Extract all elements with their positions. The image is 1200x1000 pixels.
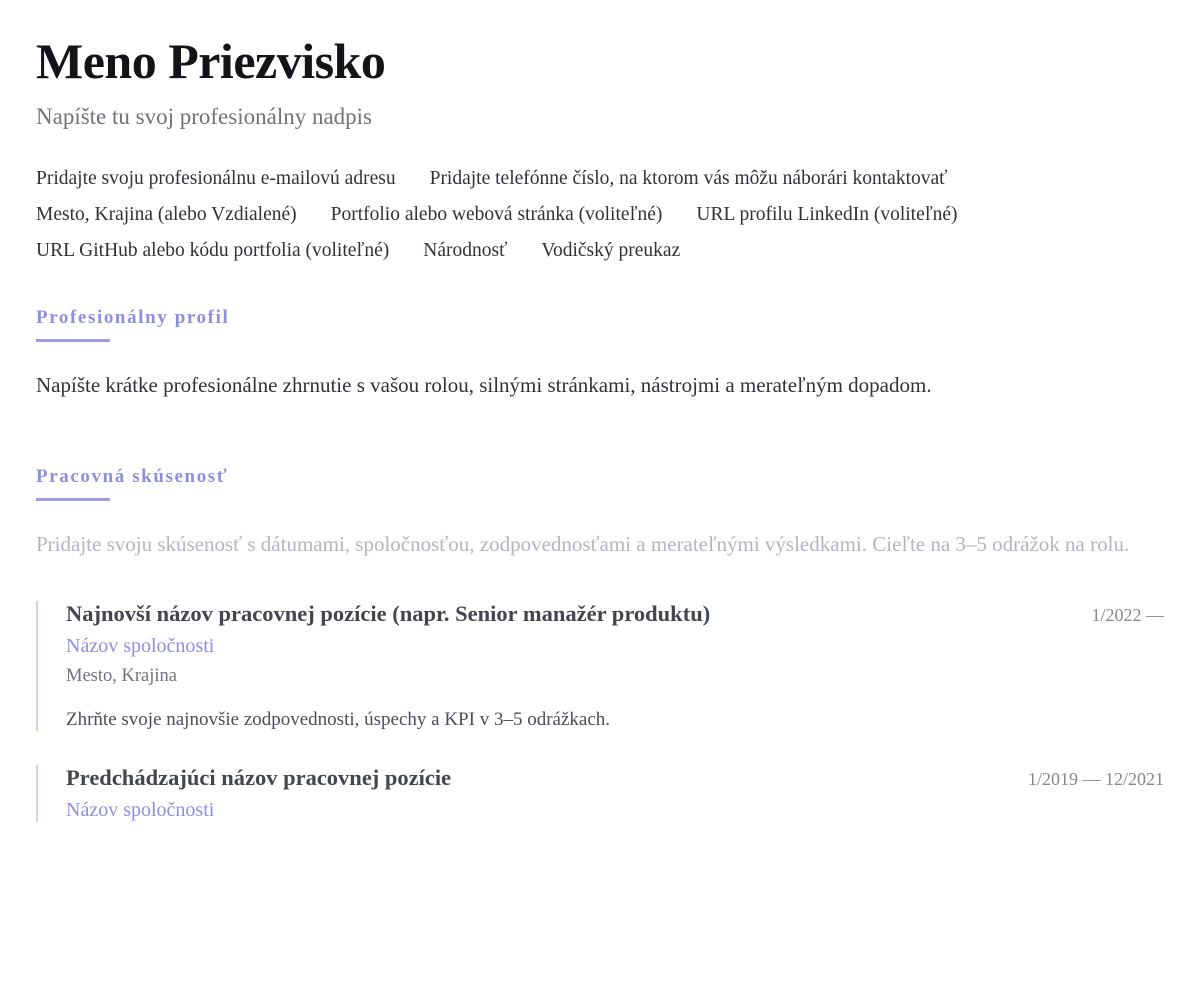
contact-github: URL GitHub alebo kódu portfolia (voliteľné) <box>36 240 390 262</box>
contact-nationality: Národnosť <box>423 240 508 262</box>
professional-headline: Napíšte tu svoj profesionálny nadpis <box>36 104 373 129</box>
contact-portfolio: Portfolio alebo webová stránka (voliteľné) <box>330 203 663 225</box>
contact-block <box>36 165 1164 266</box>
section-divider <box>36 498 110 501</box>
contact-row <box>36 201 1164 229</box>
spacer <box>36 561 1164 601</box>
job-location: Mesto, Krajina <box>66 666 177 687</box>
section-title-profile: Profesionálny profil <box>36 307 230 329</box>
contact-location: Mesto, Krajina (alebo Vzdialené) <box>36 203 297 225</box>
section-experience <box>36 466 1164 822</box>
spacer <box>36 408 1164 466</box>
section-title-experience: Pracovná skúsenosť <box>36 466 229 488</box>
job-title: Najnovší názov pracovnej pozície (napr. Senior manažér produktu) <box>66 601 711 627</box>
job-dates: 1/2019 — 12/2021 <box>1027 769 1164 790</box>
contact-phone: Pridajte telefónne číslo, na ktorom vás môžu náborári kontaktovať <box>429 167 948 189</box>
profile-summary-text: Napíšte krátke profesionálne zhrnutie s vašou rolou, silnými stránkami, nástrojmi a merateľným dopadom. <box>36 373 932 398</box>
section-profile <box>36 307 1164 402</box>
contact-row <box>36 165 1164 193</box>
experience-entry-header <box>66 765 1164 791</box>
experience-entry <box>36 765 1164 822</box>
job-company: Názov spoločnosti <box>66 635 215 658</box>
experience-entry-header <box>66 601 1164 627</box>
page-title: Meno Priezvisko <box>36 33 386 89</box>
contact-driving-licence: Vodičský preukaz <box>541 240 681 262</box>
experience-hint-text: Pridajte svoju skúsenosť s dátumami, spoločnosťou, zodpovednosťami a merateľnými výsledkami. Cieľte na 3–5 odrážok na rolu. <box>36 532 1130 557</box>
job-dates: 1/2022 — <box>1091 605 1164 626</box>
contact-row <box>36 237 1164 265</box>
contact-email: Pridajte svoju profesionálnu e-mailovú adresu <box>36 167 396 189</box>
section-divider <box>36 339 110 342</box>
contact-linkedin: URL profilu LinkedIn (voliteľné) <box>696 203 958 225</box>
experience-entry <box>36 601 1164 731</box>
job-company: Názov spoločnosti <box>66 799 215 822</box>
job-summary: Zhrňte svoje najnovšie zodpovednosti, úspechy a KPI v 3–5 odrážkach. <box>66 709 611 731</box>
job-title: Predchádzajúci názov pracovnej pozície <box>66 765 452 791</box>
